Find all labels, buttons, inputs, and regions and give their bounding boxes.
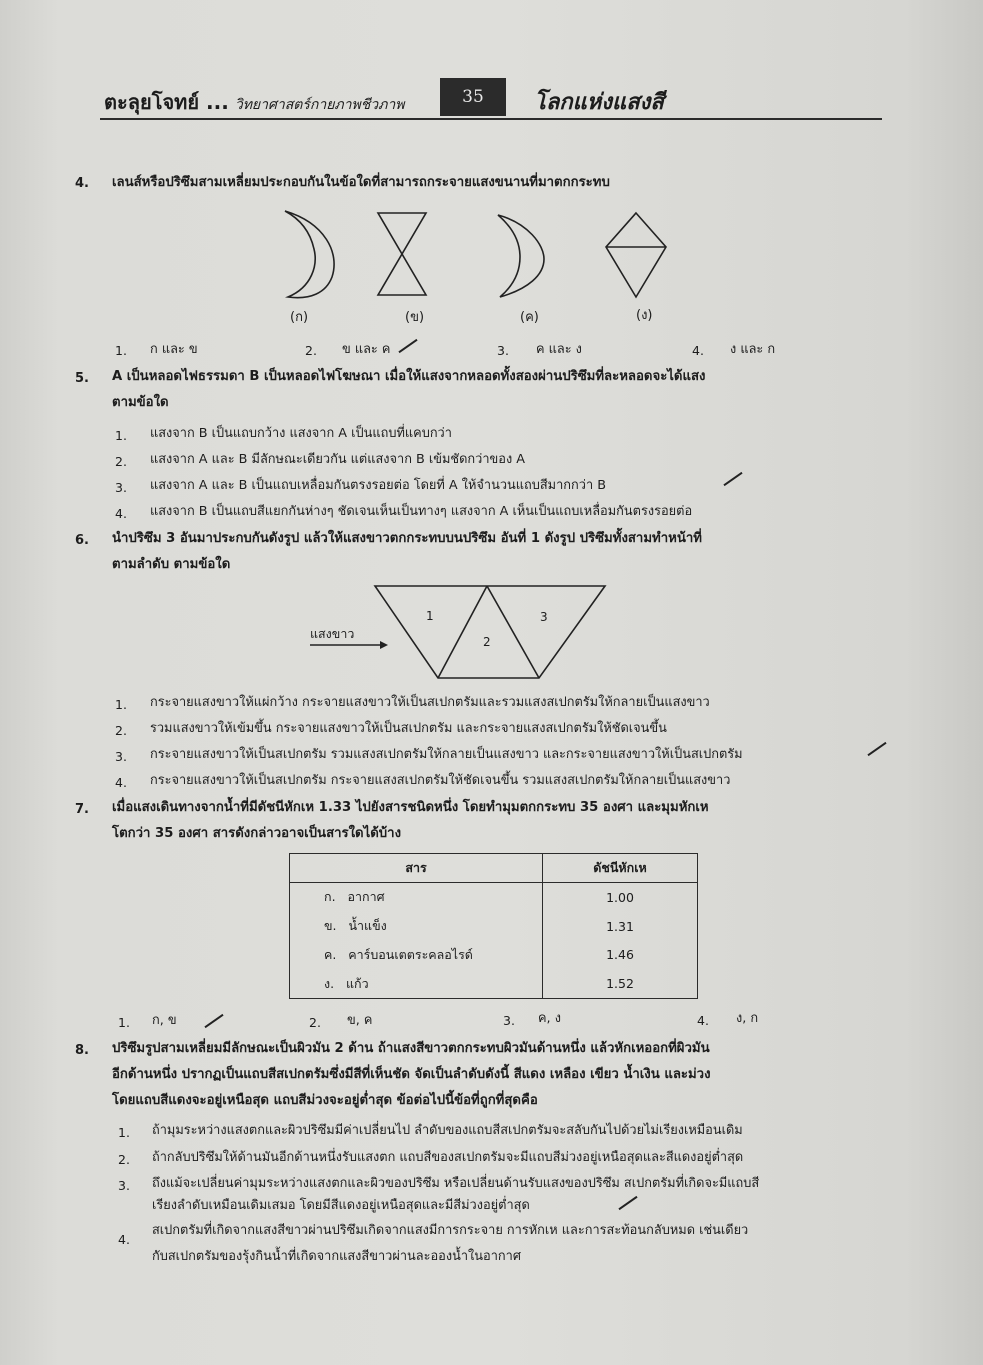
q6-text-line1: นำปริซึม 3 อันมาประกบกันดังรูป แล้วให้แสงขาวตกกระทบบนปริซึม อันที่ 1 ดังรูป ปริซึมทั้งสามทำหน้าที่ [112, 531, 702, 546]
q5-opt2-text[interactable]: แสงจาก A และ B มีลักษณะเดียวกัน แต่แสงจาก B เข้มชัดกว่าของ A [150, 452, 526, 467]
q4-label-b: (ข) [405, 310, 425, 325]
material-name: น้ำแข็ง [348, 918, 387, 934]
header-rule [100, 118, 882, 120]
q4-opt3-number: 3. [497, 343, 509, 358]
q7-text-line2: โตกว่า 35 องศา สารดังกล่าวอาจเป็นสารใดได้บ้าง [112, 826, 402, 841]
page-number: 35 [440, 78, 506, 116]
q4-label-a: (ก) [290, 310, 309, 325]
q6-opt4-text[interactable]: กระจายแสงขาวให้เป็นสเปกตรัม กระจายแสงสเปกตรัมให้ชัดเจนขึ้น รวมแสงสเปกตรัมให้กลายเป็นแสงขาว [150, 773, 731, 788]
q6-opt1-number: 1. [115, 697, 127, 712]
lens-a-icon [285, 211, 334, 298]
q7-opt3-number: 3. [503, 1013, 515, 1028]
column-header-material: สาร [290, 854, 543, 883]
q5-opt4-number: 4. [115, 506, 127, 521]
q8-opt4-text-line2[interactable]: กับสเปกตรัมของรุ้งกินน้ำที่เกิดจากแสงสีขาวผ่านละอองน้ำในอากาศ [152, 1249, 521, 1264]
q4-label-c: (ค) [520, 310, 539, 325]
q5-opt1-text[interactable]: แสงจาก B เป็นแถบกว้าง แสงจาก A เป็นแถบที่แคบกว่า [150, 426, 452, 441]
q8-number: 8. [75, 1043, 89, 1058]
q6-text-line2: ตามลำดับ ตามข้อใด [112, 557, 231, 572]
index-value: 1.46 [543, 940, 698, 969]
q8-opt2-text[interactable]: ถ้ากลับปริซึมให้ด้านมันอีกด้านหนึ่งรับแสงตก แถบสีของสเปกตรัมจะมีแถบสีม่วงอยู่เหนือสุดและสีแดงอยู่ต่ำสุด [152, 1150, 744, 1165]
prism-divider-1 [438, 586, 487, 678]
table-header-row [290, 854, 698, 883]
row-key: ข. [324, 918, 337, 934]
material-cell [290, 883, 543, 912]
q5-opt3-number: 3. [115, 480, 127, 495]
q6-opt4-number: 4. [115, 775, 127, 790]
q6-prism-label-1: 1 [426, 609, 434, 623]
q8-opt3-text-line1[interactable]: ถึงแม้จะเปลี่ยนค่ามุมระหว่างแสงตกและผิวของปริซึม หรือเปลี่ยนด้านรับแสงของปริซึม สเปกตรัมที่เกิดจะมีแถบสี [152, 1176, 760, 1191]
q6-opt2-number: 2. [115, 723, 127, 738]
table-row [290, 912, 698, 941]
answer-tick-icon [867, 742, 886, 756]
chapter-title: โลกแห่งแสงสี [534, 90, 664, 115]
q7-opt4-number: 4. [697, 1013, 709, 1028]
q4-opt3-text[interactable]: ค และ ง [536, 342, 582, 357]
lens-c-icon [498, 215, 544, 297]
q7-opt2-number: 2. [309, 1015, 321, 1030]
answer-tick-icon [204, 1014, 223, 1028]
q8-opt2-number: 2. [118, 1152, 130, 1167]
material-name: แก้ว [346, 975, 369, 991]
q7-text-line1: เมื่อแสงเดินทางจากน้ำที่มีดัชนีหักเห 1.33 ไปยังสารชนิดหนึ่ง โดยทำมุมตกกระทบ 35 องศา และมุมหักเห [112, 800, 709, 815]
q8-opt3-text-line2[interactable]: เรียงลำดับเหมือนเดิมเสมอ โดยมีสีแดงอยู่เหนือสุดและมีสีม่วงอยู่ต่ำสุด [152, 1198, 530, 1213]
answer-tick-icon [398, 339, 417, 353]
prisms-b-icon [378, 213, 426, 295]
q8-opt3-number: 3. [118, 1178, 130, 1193]
row-key: ก. [324, 889, 336, 905]
book-subtitle: วิทยาศาสตร์กายภาพชีวภาพ [234, 97, 405, 113]
q4-opt2-text[interactable]: ข และ ค [342, 342, 391, 357]
q5-opt2-number: 2. [115, 454, 127, 469]
material-cell [290, 940, 543, 969]
q6-prism-label-2: 2 [483, 635, 491, 649]
q6-prism-label-3: 3 [540, 610, 548, 624]
q5-text-line1: A เป็นหลอดไฟธรรมดา B เป็นหลอดไฟโฆษณา เมื่อให้แสงจากหลอดทั้งสองผ่านปริซึมที่ละหลอดจะได้แสง [112, 369, 706, 384]
index-value: 1.52 [543, 969, 698, 998]
q4-opt4-number: 4. [692, 343, 704, 358]
q7-opt3-text[interactable]: ค, ง [538, 1011, 561, 1026]
q4-figures [270, 205, 670, 305]
q4-opt1-text[interactable]: ก และ ข [150, 342, 198, 357]
prism-outline [375, 586, 605, 678]
q4-opt4-text[interactable]: ง และ ก [730, 342, 776, 357]
q6-number: 6. [75, 533, 89, 548]
table-row [290, 969, 698, 998]
prisms-d-icon [606, 213, 666, 297]
book-title-main: ตะลุยโจทย์ ... [104, 90, 229, 114]
answer-tick-icon [618, 1196, 637, 1210]
table-row [290, 883, 698, 912]
q8-text-line1: ปริซึมรูปสามเหลี่ยมมีลักษณะเป็นผิวมัน 2 ด้าน ถ้าแสงสีขาวตกกระทบผิวมันด้านหนึ่ง แล้วหักเหออกที่ผิวมัน [112, 1041, 710, 1056]
q8-opt4-number: 4. [118, 1232, 130, 1247]
q5-opt3-text[interactable]: แสงจาก A และ B เป็นแถบเหลื่อมกันตรงรอยต่อ โดยที่ A ให้จำนวนแถบสีมากกว่า B [150, 478, 607, 493]
q4-opt2-number: 2. [305, 343, 317, 358]
book-title [104, 86, 404, 118]
q8-text-line2: อีกด้านหนึ่ง ปรากฏเป็นแถบสีสเปกตรัมซึ่งมีสีที่เห็นชัด จัดเป็นลำดับดังนี้ สีแดง เหลือง เขียว น้ำเงิน และม่วง [112, 1067, 711, 1082]
q5-opt1-number: 1. [115, 428, 127, 443]
q6-light-label: แสงขาว [310, 626, 355, 641]
q6-opt1-text[interactable]: กระจายแสงขาวให้แผ่กว้าง กระจายแสงขาวให้เป็นสเปกตรัมและรวมแสงสเปกตรัมให้กลายเป็นแสงขาว [150, 695, 710, 710]
index-value: 1.31 [543, 912, 698, 941]
q7-opt1-number: 1. [118, 1015, 130, 1030]
q7-opt1-text[interactable]: ก, ข [152, 1013, 177, 1028]
q4-number: 4. [75, 176, 89, 191]
q8-opt4-text-line1[interactable]: สเปกตรัมที่เกิดจากแสงสีขาวผ่านปริซึมเกิดจากแสงมีการกระจาย การหักเห และการสะท้อนกลับหมด เช่นเดียว [152, 1223, 749, 1238]
answer-tick-icon [723, 472, 742, 486]
q6-opt3-text[interactable]: กระจายแสงขาวให้เป็นสเปกตรัม รวมแสงสเปกตรัมให้กลายเป็นแสงขาว และกระจายแสงขาวให้เป็นสเปกตรัม [150, 747, 743, 762]
index-value: 1.00 [543, 883, 698, 912]
row-key: ค. [324, 946, 337, 962]
prism-divider-2 [487, 586, 539, 678]
q8-text-line3: โดยแถบสีแดงจะอยู่เหนือสุด แถบสีม่วงจะอยู่ต่ำสุด ข้อต่อไปนี้ข้อที่ถูกที่สุดคือ [112, 1093, 538, 1108]
q4-label-d: (ง) [636, 308, 653, 323]
q7-opt4-text[interactable]: ง, ก [736, 1011, 759, 1026]
q7-opt2-text[interactable]: ข, ค [347, 1013, 373, 1028]
q6-opt2-text[interactable]: รวมแสงขาวให้เข้มขึ้น กระจายแสงขาวให้เป็นสเปกตรัม และกระจายแสงสเปกตรัมให้ชัดเจนขึ้น [150, 721, 667, 736]
material-cell [290, 969, 543, 998]
q5-text-line2: ตามข้อใด [112, 395, 169, 410]
q6-opt3-number: 3. [115, 749, 127, 764]
q4-opt1-number: 1. [115, 343, 127, 358]
q4-text: เลนส์หรือปริซึมสามเหลี่ยมประกอบกันในข้อใดที่สามารถกระจายแสงขนานที่มาตกกระทบ [112, 175, 610, 190]
q8-opt1-number: 1. [118, 1125, 130, 1140]
q5-opt4-text[interactable]: แสงจาก B เป็นแถบสีแยกกันห่างๆ ชัดเจนเห็นเป็นทางๆ แสงจาก A เห็นเป็นแถบเหลื่อมกันตรงรอยต่อ [150, 504, 693, 519]
row-key: ง. [324, 975, 335, 991]
q8-opt1-text[interactable]: ถ้ามุมระหว่างแสงตกและผิวปริซึมมีค่าเปลี่ยนไป ลำดับของแถบสีสเปกตรัมจะสลับกันไปด้วยไม่เรียงเหมือนเดิม [152, 1123, 743, 1138]
light-arrow-icon [380, 641, 388, 649]
material-cell [290, 912, 543, 941]
material-name: อากาศ [347, 889, 385, 905]
page-header [100, 74, 882, 120]
table-row [290, 940, 698, 969]
q5-number: 5. [75, 371, 89, 386]
refraction-index-table [289, 853, 698, 999]
material-name: คาร์บอนเตตระคลอไรด์ [348, 946, 473, 962]
column-header-index: ดัชนีหักเห [543, 854, 698, 883]
q7-number: 7. [75, 802, 89, 817]
